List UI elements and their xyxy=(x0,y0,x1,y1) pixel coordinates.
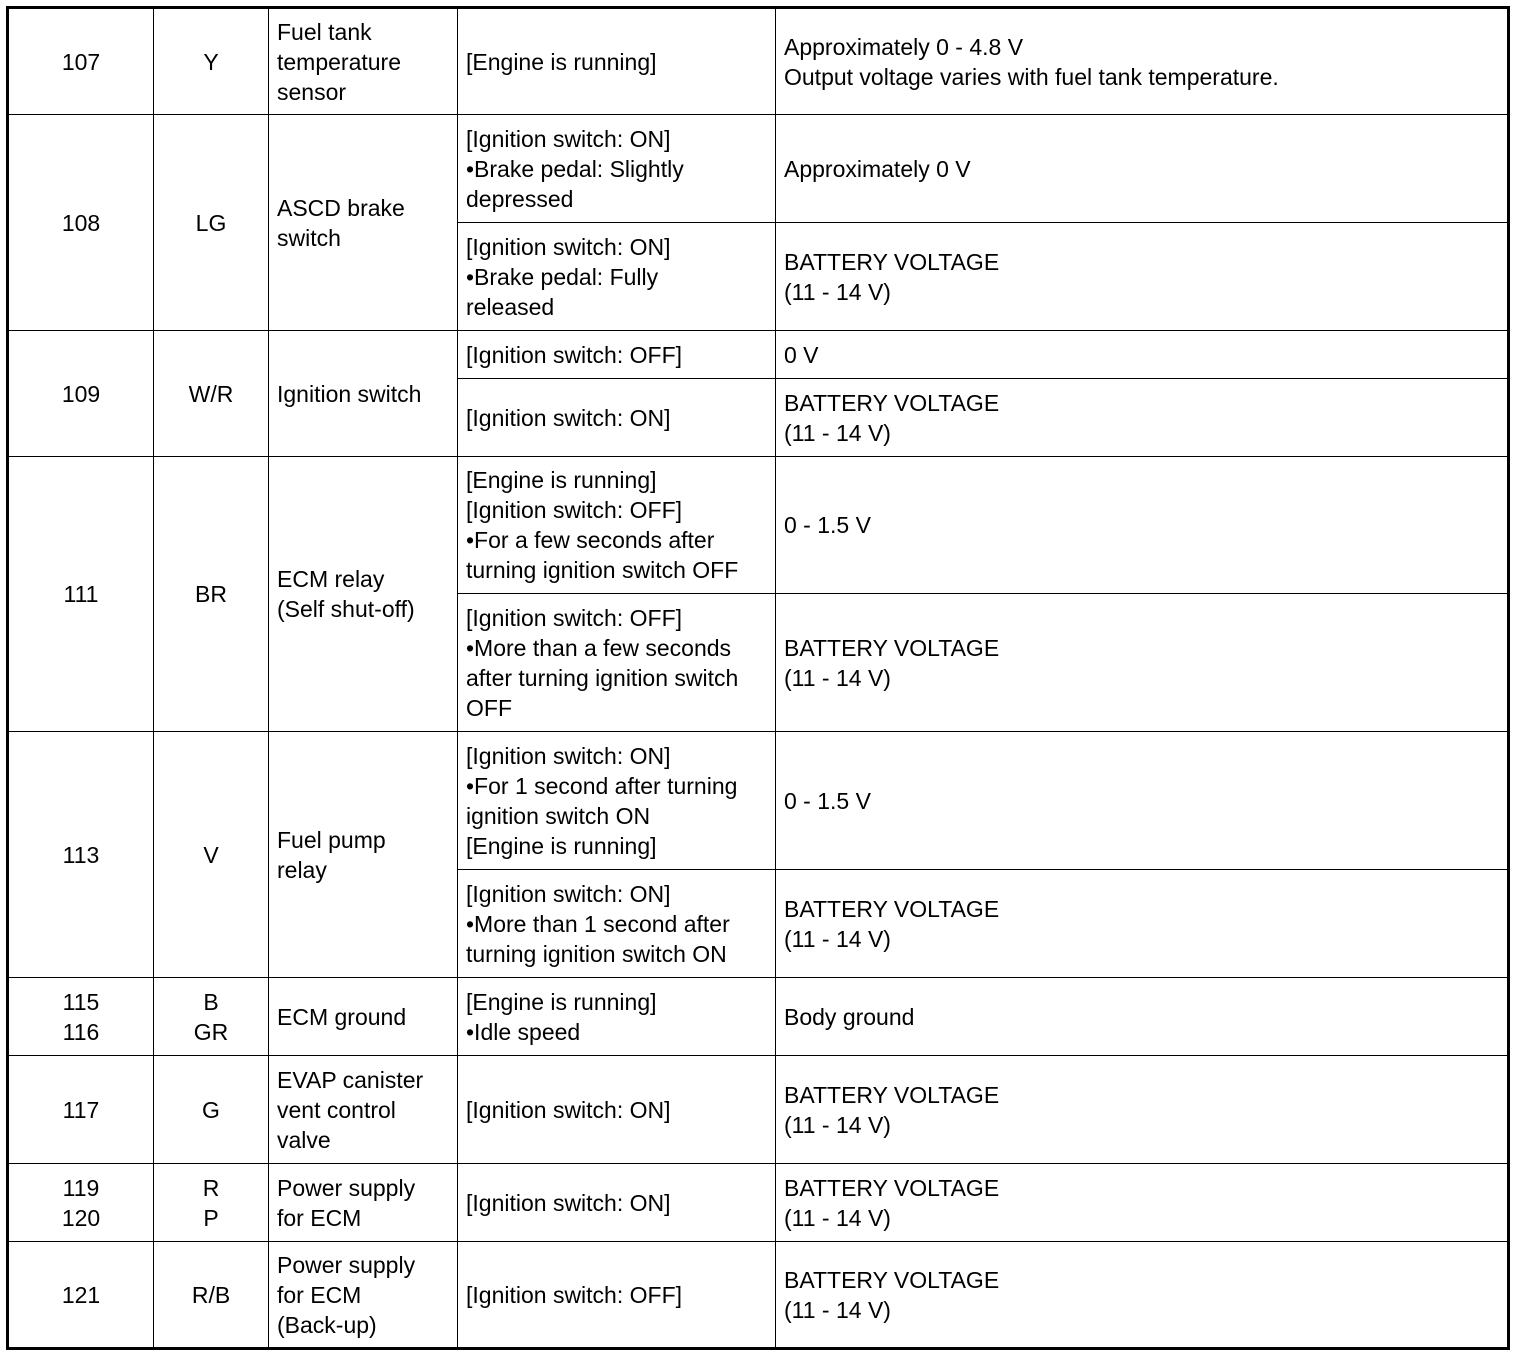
wire-color: V xyxy=(154,732,269,978)
item: Power supply for ECM xyxy=(269,1164,458,1242)
table-row xyxy=(8,457,1509,594)
terminal-no: 108 xyxy=(8,115,154,331)
terminal-no: 113 xyxy=(8,732,154,978)
condition: [Ignition switch: OFF] xyxy=(458,331,776,379)
wire-color: BR xyxy=(154,457,269,732)
data-value: BATTERY VOLTAGE (11 - 14 V) xyxy=(776,223,1509,331)
condition: [Engine is running] xyxy=(458,8,776,115)
condition: [Ignition switch: ON] xyxy=(458,1056,776,1164)
wire-color: R/B xyxy=(154,1242,269,1349)
wire-color: LG xyxy=(154,115,269,331)
table-row xyxy=(8,732,1509,870)
table-row xyxy=(8,331,1509,379)
table-row xyxy=(8,115,1509,223)
data-value: 0 - 1.5 V xyxy=(776,732,1509,870)
item: EVAP canister vent control valve xyxy=(269,1056,458,1164)
wire-color: G xyxy=(154,1056,269,1164)
condition: [Ignition switch: ON] •More than 1 second after turning ignition switch ON xyxy=(458,870,776,978)
data-value: Approximately 0 - 4.8 V Output voltage varies with fuel tank temperature. xyxy=(776,8,1509,115)
condition: [Ignition switch: ON] •Brake pedal: Fully released xyxy=(458,223,776,331)
data-value: 0 V xyxy=(776,331,1509,379)
condition: [Ignition switch: ON] •Brake pedal: Slightly depressed xyxy=(458,115,776,223)
terminal-no: 109 xyxy=(8,331,154,457)
table-row xyxy=(8,1242,1509,1349)
condition: [Ignition switch: OFF] •More than a few seconds after turning ignition switch OFF xyxy=(458,594,776,732)
item: Fuel pump relay xyxy=(269,732,458,978)
item: ECM relay (Self shut-off) xyxy=(269,457,458,732)
condition: [Ignition switch: OFF] xyxy=(458,1242,776,1349)
data-value: BATTERY VOLTAGE (11 - 14 V) xyxy=(776,1056,1509,1164)
terminal-no: 117 xyxy=(8,1056,154,1164)
table-row xyxy=(8,1164,1509,1242)
table-row xyxy=(8,1056,1509,1164)
wire-color: R P xyxy=(154,1164,269,1242)
data-value: BATTERY VOLTAGE (11 - 14 V) xyxy=(776,870,1509,978)
data-value: 0 - 1.5 V xyxy=(776,457,1509,594)
item: ASCD brake switch xyxy=(269,115,458,331)
condition: [Ignition switch: ON] xyxy=(458,379,776,457)
terminal-no: 107 xyxy=(8,8,154,115)
data-value: BATTERY VOLTAGE (11 - 14 V) xyxy=(776,594,1509,732)
item: ECM ground xyxy=(269,978,458,1056)
condition: [Ignition switch: ON] xyxy=(458,1164,776,1242)
wire-color: Y xyxy=(154,8,269,115)
table-row xyxy=(8,978,1509,1056)
data-value: BATTERY VOLTAGE (11 - 14 V) xyxy=(776,1164,1509,1242)
item: Fuel tank temperature sensor xyxy=(269,8,458,115)
terminal-no: 121 xyxy=(8,1242,154,1349)
terminal-no: 111 xyxy=(8,457,154,732)
wire-color: W/R xyxy=(154,331,269,457)
wire-color: B GR xyxy=(154,978,269,1056)
data-value: Approximately 0 V xyxy=(776,115,1509,223)
condition: [Ignition switch: ON] •For 1 second after turning ignition switch ON [Engine is running] xyxy=(458,732,776,870)
data-value: Body ground xyxy=(776,978,1509,1056)
condition: [Engine is running] •Idle speed xyxy=(458,978,776,1056)
item: Power supply for ECM (Back-up) xyxy=(269,1242,458,1349)
table-row xyxy=(8,8,1509,115)
condition: [Engine is running] [Ignition switch: OFF] •For a few seconds after turning ignition switch OFF xyxy=(458,457,776,594)
data-value: BATTERY VOLTAGE (11 - 14 V) xyxy=(776,379,1509,457)
terminal-no: 115 116 xyxy=(8,978,154,1056)
item: Ignition switch xyxy=(269,331,458,457)
ecm-terminal-table xyxy=(6,6,1510,1350)
data-value: BATTERY VOLTAGE (11 - 14 V) xyxy=(776,1242,1509,1349)
terminal-no: 119 120 xyxy=(8,1164,154,1242)
